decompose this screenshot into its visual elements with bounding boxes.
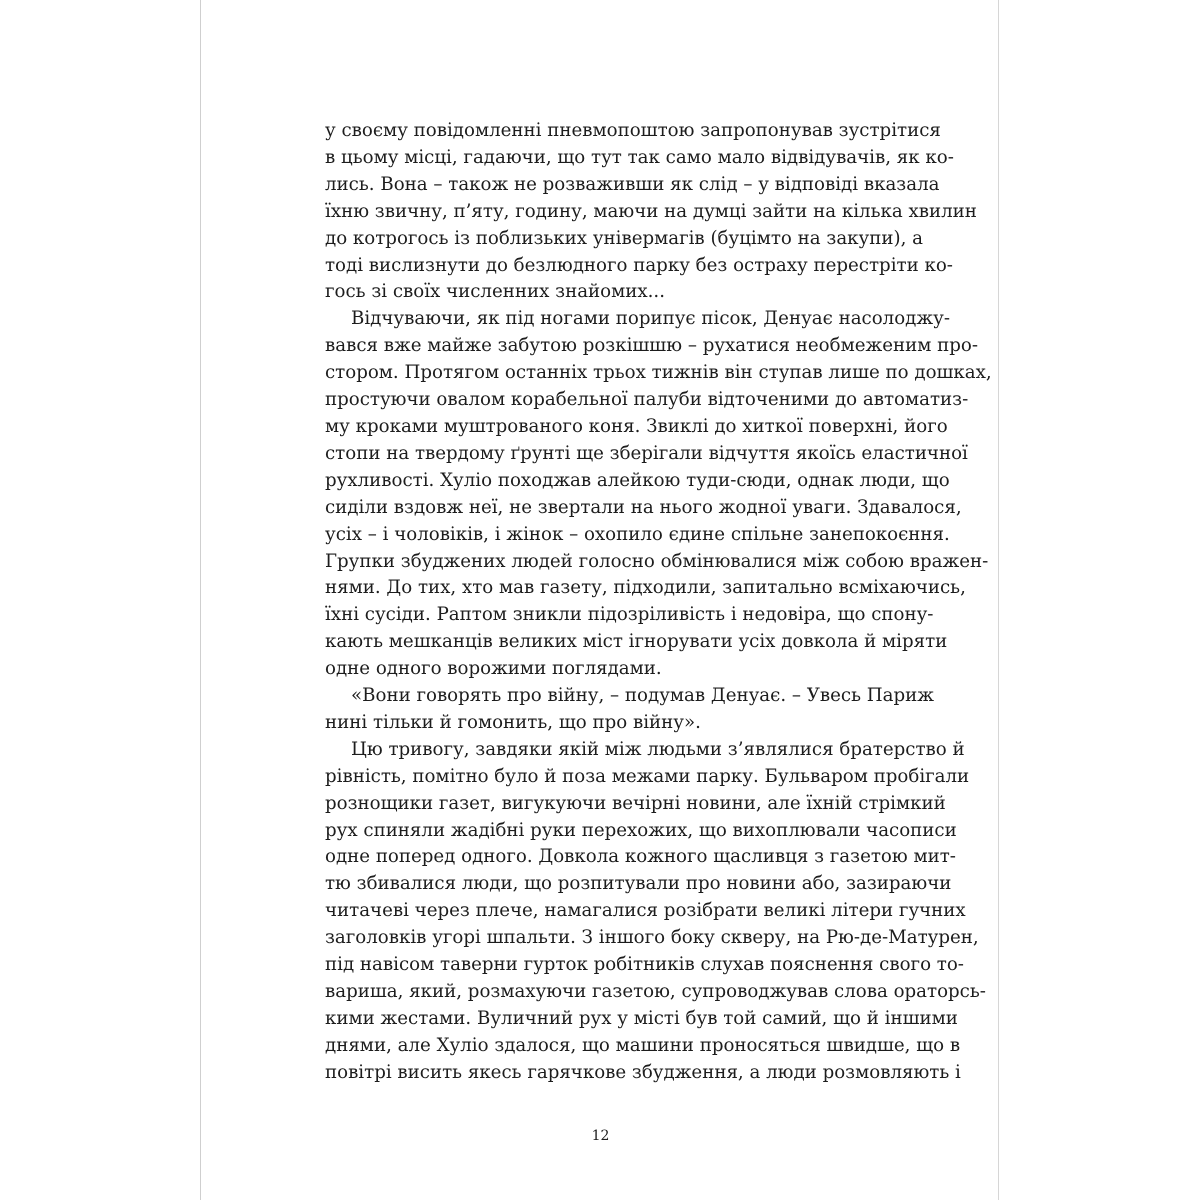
text-line: гось зі своїх численних знайомих... [325, 281, 665, 303]
text-line: вався вже майже забутою розкішшю – рухатися необмеженим про- [325, 335, 979, 357]
text-line: їхні сусіди. Раптом зникли підозріливість і недовіра, що спону- [325, 604, 934, 626]
text-line: стопи на твердому ґрунті ще зберігали відчуття якоїсь еластичної [325, 442, 968, 464]
text-line: у своєму повідомленні пневмопоштою запропонував зустрітися [325, 120, 941, 141]
text-line: рівність, помітно було й поза межами парку. Бульваром пробігали [325, 765, 970, 787]
text-line: стором. Протягом останніх трьох тижнів він ступав лише по дошках, [325, 362, 992, 384]
book-page [200, 0, 999, 1200]
text-line: одне одного ворожими поглядами. [325, 658, 662, 680]
text-line: рух спиняли жадібні руки перехожих, що вихоплювали часописи [325, 819, 957, 841]
text-line: їхню звичну, п’яту, годину, маючи на думці зайти на кілька хвилин [325, 200, 977, 222]
text-line: простуючи овалом корабельної палуби відточеними до автоматиз- [325, 389, 969, 411]
body-text [325, 118, 992, 1087]
text-line: Групки збуджених людей голосно обмінювалися між собою вражен- [325, 550, 989, 572]
text-line: Відчуваючи, як під ногами порипує пісок, Денуає насолоджу- [351, 308, 950, 330]
text-line: повітрі висить якесь гарячкове збудження, а люди розмовляють і [325, 1061, 961, 1083]
text-line: Цю тривогу, завдяки якій між людьми з’являлися братерство й [351, 738, 965, 760]
text-line: кають мешканців великих міст ігнорувати усіх довкола й міряти [325, 631, 948, 653]
text-line: в цьому місці, гадаючи, що тут так само мало відвідувачів, як ко- [325, 146, 954, 168]
text-line: вариша, який, розмахуючи газетою, супроводжував слова ораторсь- [325, 981, 986, 1002]
text-line: під навісом таверни гурток робітників слухав пояснення свого то- [325, 954, 964, 976]
text-line: тоді вислизнути до безлюдного парку без остраху перестріти ко- [325, 254, 953, 276]
text-line: усіх – і чоловіків, і жінок – охопило єдине спільне занепокоєння. [325, 523, 950, 545]
text-line: нині тільки й гомонить, що про війну». [325, 711, 701, 733]
text-line: одне поперед одного. Довкола кожного щасливця з газетою мит- [325, 846, 956, 868]
text-line: рознощики газет, вигукуючи вечірні новини, але їхній стрімкий [325, 792, 946, 814]
text-line: нями. До тих, хто мав газету, підходили, запитально всміхаючись, [325, 577, 966, 599]
text-line: сиділи вздовж неї, не звертали на нього жодної уваги. Здавалося, [325, 496, 962, 518]
paragraph-3 [325, 683, 934, 737]
text-line: днями, але Хуліо здалося, що машини проносяться швидше, що в [325, 1034, 961, 1056]
text-line: заголовків угорі шпальти. З іншого боку скверу, на Рю-де-Матурен, [325, 927, 979, 949]
paragraph-2 [325, 306, 992, 683]
text-line: читачеві через плече, намагалися розібрати великі літери гучних [325, 900, 966, 922]
page-number: 12 [591, 1128, 610, 1144]
paragraph-1 [325, 118, 977, 306]
text-line: рухливості. Хуліо походжав алейкою туди-сюди, однак люди, що [325, 469, 950, 491]
text-line: му кроками муштрованого коня. Звиклі до хиткої поверхні, його [325, 415, 948, 437]
text-line: «Вони говорять про війну, – подумав Денуає. – Увесь Париж [351, 685, 934, 707]
text-line: лись. Вона – також не розваживши як слід – у відповіді вказала [325, 173, 940, 195]
text-line: кими жестами. Вуличний рух у місті був той самий, що й іншими [325, 1007, 958, 1029]
paragraph-4 [325, 737, 986, 1087]
text-line: тю збивалися люди, що розпитували про новини або, зазираючи [325, 873, 952, 895]
text-line: до котрогось із поблизьких універмагів (буцімто на закупи), а [325, 227, 923, 249]
